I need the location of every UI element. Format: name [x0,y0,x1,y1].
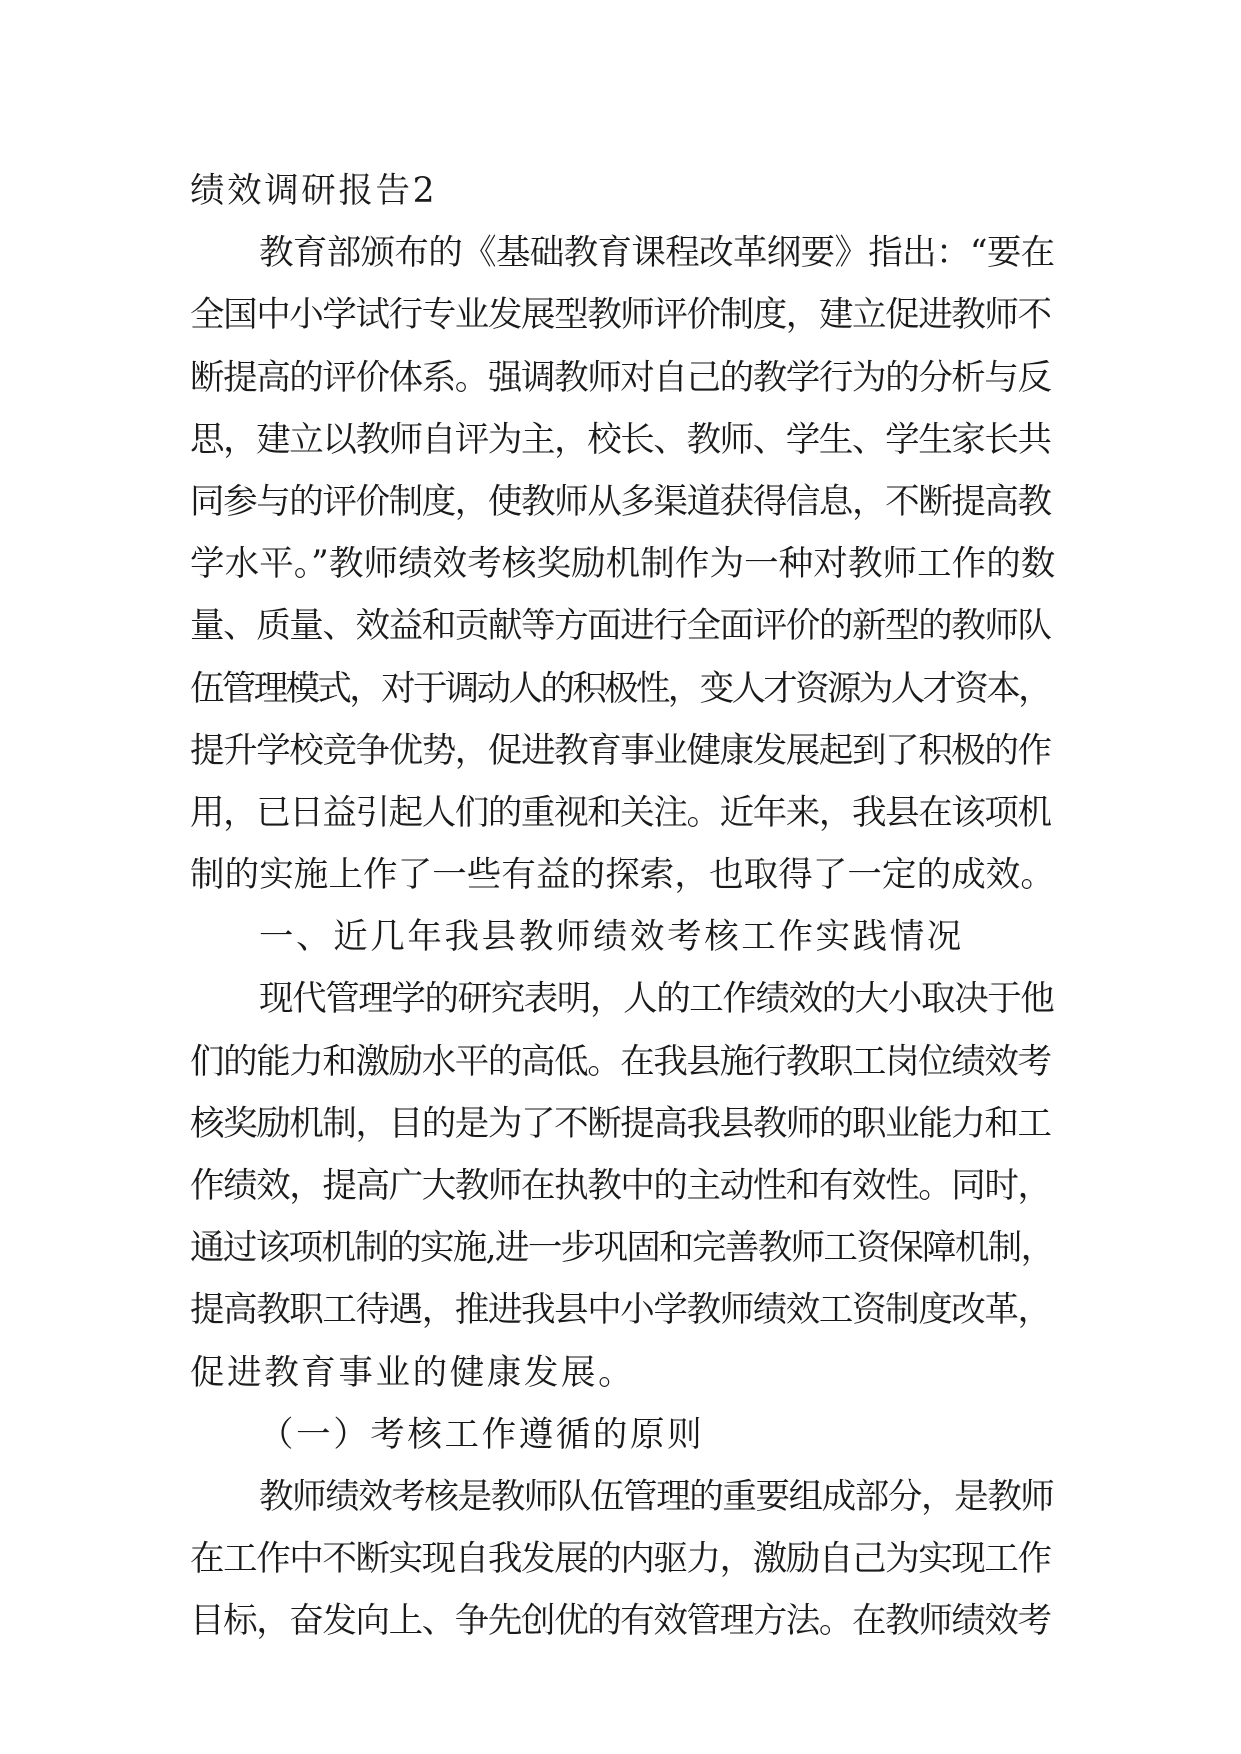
paragraph-line: 全国中小学试行专业发展型教师评价制度，建立促进教师不 [190,295,1051,336]
paragraph-line: 在工作中不断实现自我发展的内驱力，激励自己为实现工作 [190,1539,1051,1580]
paragraph-line: 制的实施上作了一些有益的探索，也取得了一定的成效。 [190,855,1055,896]
document-body [190,160,1056,1653]
paragraph-line: 目标，奋发向上、争先创优的有效管理方法。在教师绩效考 [190,1601,1051,1642]
paragraph-line: 断提高的评价体系。强调教师对自己的教学行为的分析与反 [190,357,1051,398]
section-heading: 一、近几年我县教师绩效考核工作实践情况 [259,917,964,958]
paragraph-line: 现代管理学的研究表明，人的工作绩效的大小取决于他 [259,979,1054,1020]
paragraph-line: 核奖励机制，目的是为了不断提高我县教师的职业能力和工 [190,1103,1051,1144]
subsection-heading: （一）考核工作遵循的原则 [259,1414,705,1455]
paragraph-line: 提高教职工待遇，推进我县中小学教师绩效工资制度改革， [190,1290,1051,1331]
paragraph-line: 教育部颁布的《基础教育课程改革纲要》指出：“要在 [259,233,1055,274]
paragraph-line: 们的能力和激励水平的高低。在我县施行教职工岗位绩效考 [190,1041,1051,1082]
paragraph-line: 量、质量、效益和贡献等方面进行全面评价的新型的教师队 [190,606,1051,647]
paragraph-line: 同参与的评价制度，使教师从多渠道获得信息，不断提高教 [190,481,1051,522]
paragraph-line: 通过该项机制的实施,进一步巩固和完善教师工资保障机制， [190,1228,1054,1269]
paragraph-line: 促进教育事业的健康发展。 [190,1352,636,1393]
paragraph-line: 提升学校竞争优势，促进教育事业健康发展起到了积极的作 [190,730,1051,771]
paragraph-line: 教师绩效考核是教师队伍管理的重要组成部分，是教师 [259,1476,1054,1517]
paragraph-line: 用，已日益引起人们的重视和关注。近年来，我县在该项机 [190,792,1051,833]
paragraph-line: 学水平。”教师绩效考核奖励机制作为一种对教师工作的数 [190,544,1056,585]
paragraph-line: 伍管理模式，对于调动人的积极性，变人才资源为人才资本， [190,668,1050,709]
document-title: 绩效调研报告2 [190,171,438,211]
paragraph-line: 思，建立以教师自评为主，校长、教师、学生、学生家长共 [190,419,1051,460]
paragraph-line: 作绩效，提高广大教师在执教中的主动性和有效性。同时， [190,1166,1051,1206]
